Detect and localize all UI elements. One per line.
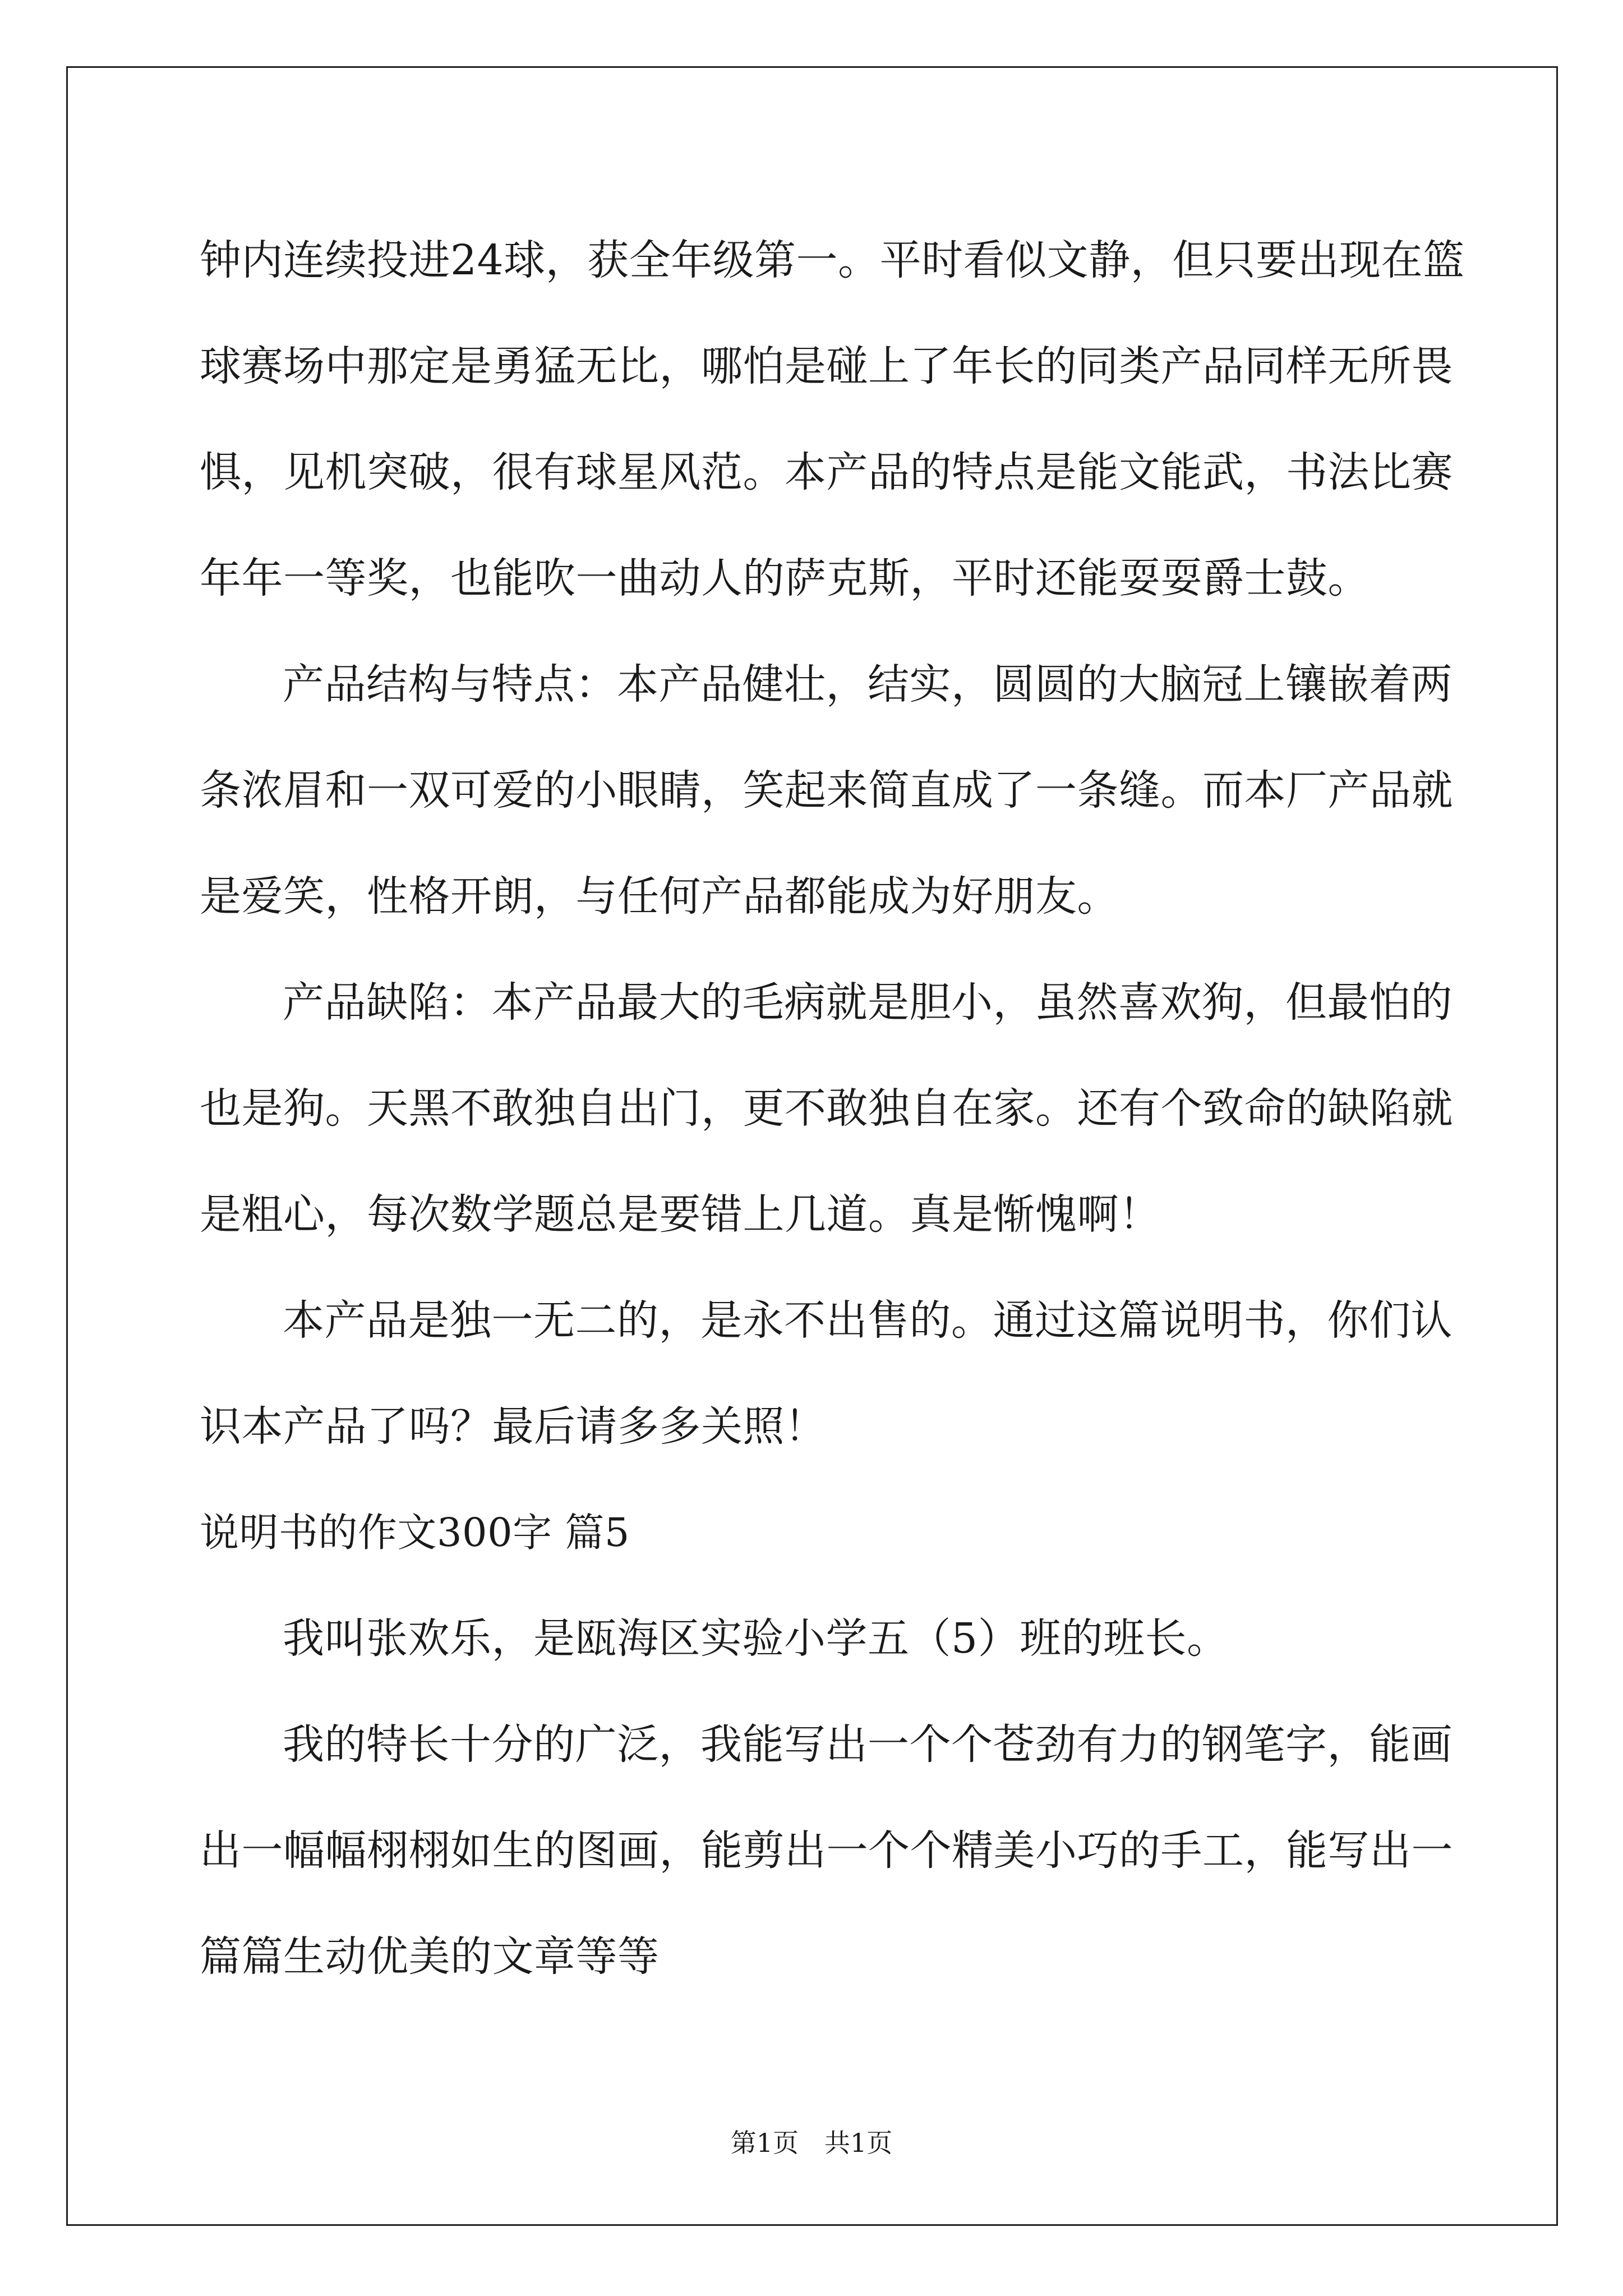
text-line: 惧，见机突破，很有球星风范。本产品的特点是能文能武，书法比赛 (200, 448, 1453, 496)
text-line: 我叫张欢乐，是瓯海区实验小学五（5）班的班长。 (283, 1614, 1229, 1663)
text-line: 产品缺陷：本产品最大的毛病就是胆小，虽然喜欢狗，但最怕的 (283, 978, 1453, 1027)
text-line: 产品结构与特点：本产品健壮，结实，圆圆的大脑冠上镶嵌着两 (283, 660, 1453, 708)
text-line: 球赛场中那定是勇猛无比，哪怕是碰上了年长的同类产品同样无所畏 (200, 342, 1453, 390)
text-line: 钟内连续投进24球，获全年级第一。平时看似文静，但只要出现在篮 (200, 236, 1465, 284)
text-line: 年年一等奖，也能吹一曲动人的萨克斯，平时还能耍耍爵士鼓。 (200, 554, 1370, 602)
text-line: 篇篇生动优美的文章等等 (200, 1932, 660, 1981)
page-footer: 第1页 共1页 (730, 2128, 893, 2158)
text-line: 是爱笑，性格开朗，与任何产品都能成为好朋友。 (200, 872, 1119, 921)
document-body (200, 208, 1465, 2010)
text-line: 识本产品了吗？最后请多多关照！ (200, 1402, 827, 1451)
text-line: 也是狗。天黑不敢独自出门，更不敢独自在家。还有个致命的缺陷就 (200, 1084, 1453, 1133)
text-line: 条浓眉和一双可爱的小眼睛，笑起来简直成了一条缝。而本厂产品就 (200, 766, 1453, 815)
text-line: 本产品是独一无二的，是永不出售的。通过这篇说明书，你们认 (283, 1296, 1453, 1345)
section-heading: 说明书的作文300字 篇5 (200, 1510, 630, 1556)
text-line: 出一幅幅栩栩如生的图画，能剪出一个个精美小巧的手工，能写出一 (200, 1826, 1453, 1875)
text-line: 是粗心，每次数学题总是要错上几道。真是惭愧啊！ (200, 1190, 1161, 1239)
text-line: 我的特长十分的广泛，我能写出一个个苍劲有力的钢笔字，能画 (283, 1720, 1453, 1769)
